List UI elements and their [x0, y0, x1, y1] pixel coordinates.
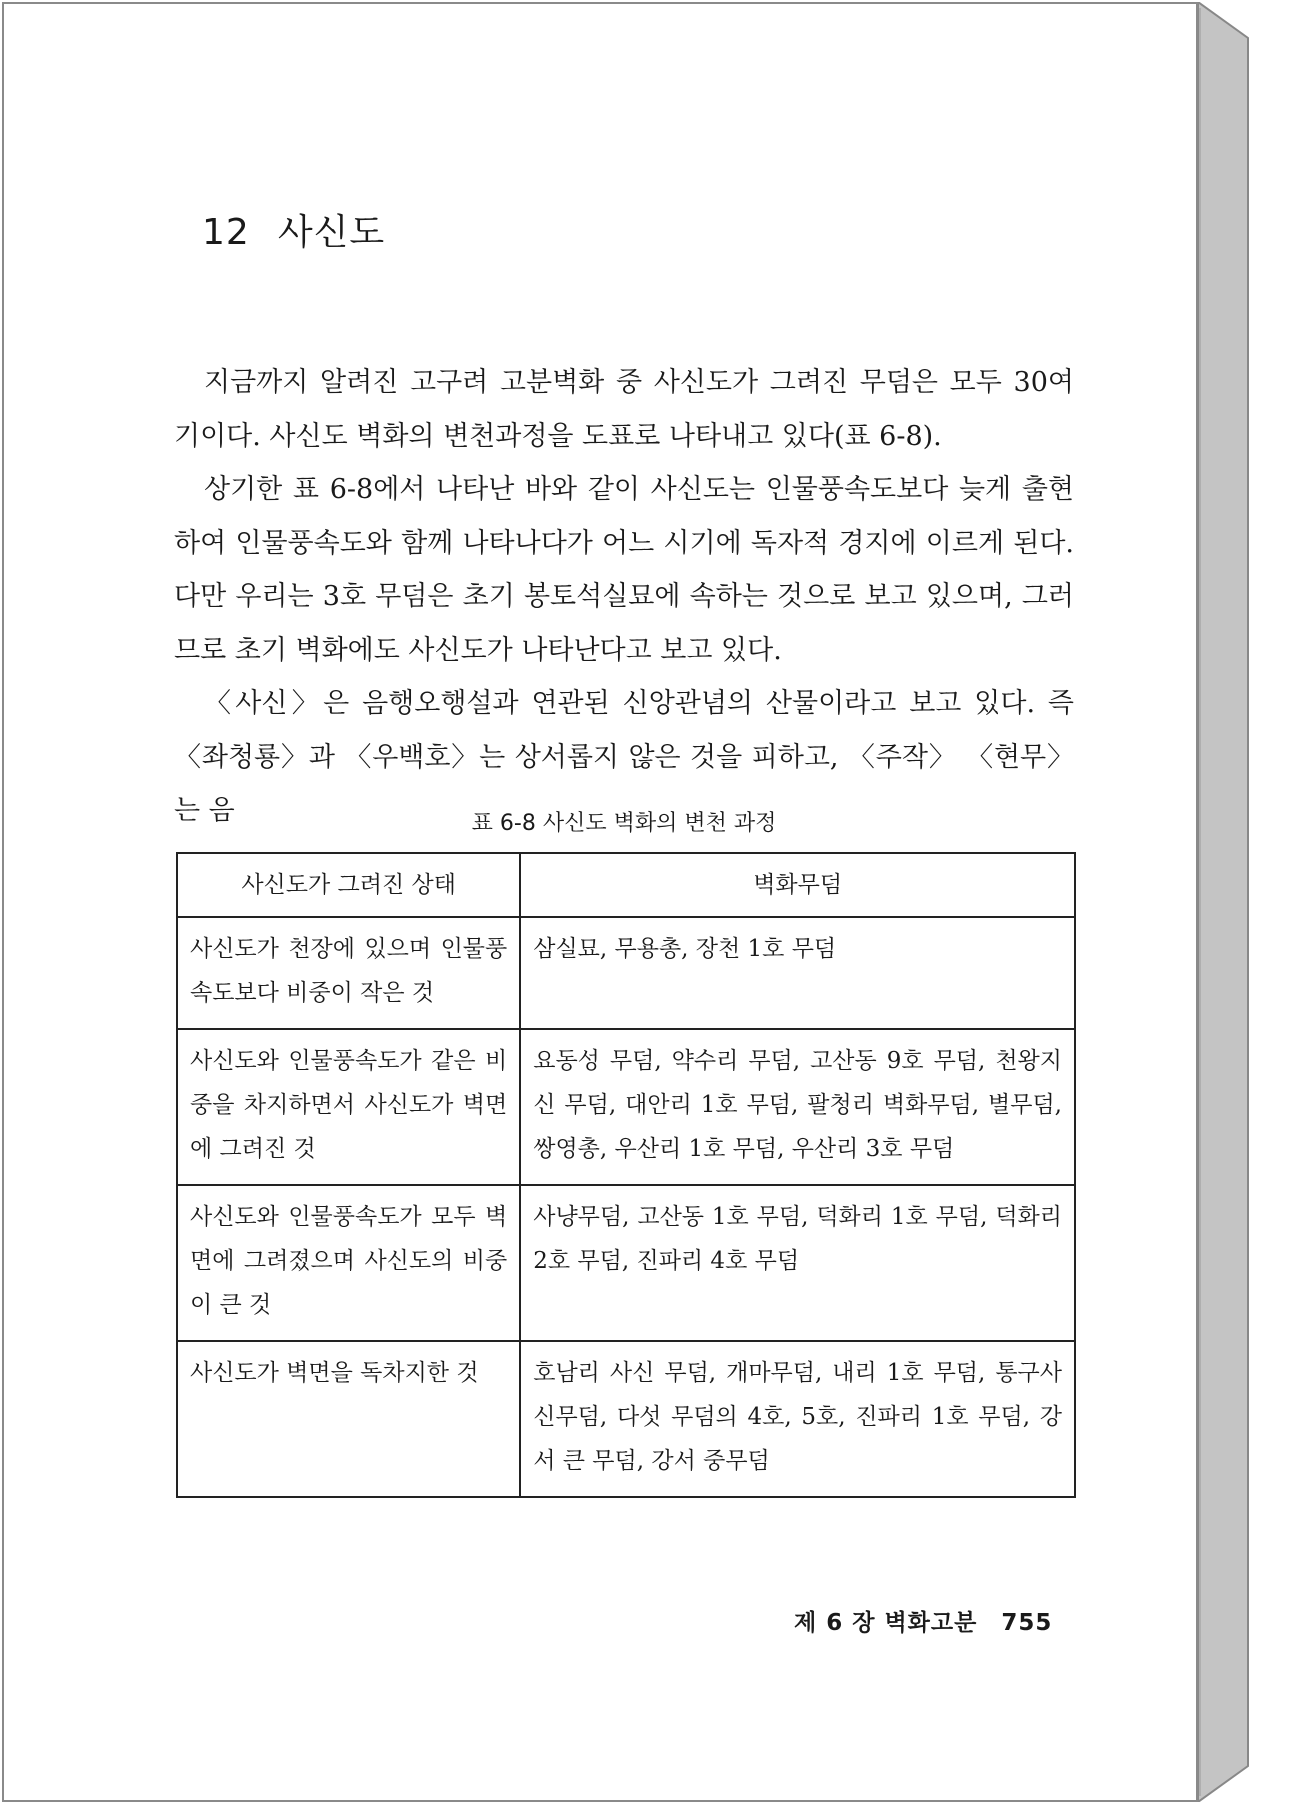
book-spine-edge [1198, 2, 1250, 1802]
column-header-state: 사신도가 그려진 상태 [177, 853, 520, 917]
book-edge-shape [1198, 2, 1250, 1802]
paragraph: 〈사신〉은 음행오행설과 연관된 신앙관념의 산물이라고 보고 있다. 즉 〈좌청룡〉과 〈우백호〉는 상서롭지 않은 것을 피하고, 〈주작〉 〈현무〉는 음 [174, 688, 1074, 826]
tombs-cell: 삼실묘, 무용총, 장천 1호 무덤 [520, 917, 1075, 1029]
state-cell: 사신도가 천장에 있으며 인물풍속도보다 비중이 작은 것 [177, 917, 520, 1029]
state-cell: 사신도와 인물풍속도가 같은 비중을 차지하면서 사신도가 벽면에 그려진 것 [177, 1029, 520, 1185]
section-title: 사신도 [277, 212, 386, 253]
state-cell: 사신도와 인물풍속도가 모두 벽면에 그려졌으며 사신도의 비중이 큰 것 [177, 1185, 520, 1341]
book-page [2, 2, 1198, 1802]
state-cell: 사신도가 벽면을 독차지한 것 [177, 1341, 520, 1497]
table-header-row [177, 853, 1075, 917]
paragraph: 상기한 표 6-8에서 나타난 바와 같이 사신도는 인물풍속도보다 늦게 출현하여 인물풍속도와 함께 나타나다가 어느 시기에 독자적 경지에 이르게 된다. 다만 우리는 3호 무덤은 초기 봉토석실묘에 속하는 것으로 보고 있으며, 그러므로 초기 벽화에도 사신도가 나타난다고 보고 있다. [174, 474, 1074, 666]
column-header-tombs: 벽화무덤 [520, 853, 1075, 917]
table-caption: 표 6-8 사신도 벽화의 변천 과정 [471, 811, 777, 836]
section-heading [202, 204, 385, 255]
paragraph: 지금까지 알려진 고구려 고분벽화 중 사신도가 그려진 무덤은 모두 30여 기이다. 사신도 벽화의 변천과정을 도표로 나타내고 있다(표 6-8). [174, 367, 1074, 452]
table-row [177, 1341, 1075, 1497]
table-row [177, 1029, 1075, 1185]
mural-transition-table [176, 852, 1076, 1498]
body-text [174, 356, 1074, 838]
table-row [177, 1185, 1075, 1341]
chapter-label: 제 6 장 벽화고분 [794, 1610, 978, 1636]
table-row [177, 917, 1075, 1029]
tombs-cell: 호남리 사신 무덤, 개마무덤, 내리 1호 무덤, 통구사신무덤, 다섯 무덤의 4호, 5호, 진파리 1호 무덤, 강서 큰 무덤, 강서 중무덤 [520, 1341, 1075, 1497]
tombs-cell: 사냥무덤, 고산동 1호 무덤, 덕화리 1호 무덤, 덕화리 2호 무덤, 진파리 4호 무덤 [520, 1185, 1075, 1341]
section-number: 12 [202, 212, 250, 253]
page-number: 755 [1001, 1610, 1053, 1636]
page-footer [794, 1604, 1052, 1637]
tombs-cell: 요동성 무덤, 약수리 무덤, 고산동 9호 무덤, 천왕지신 무덤, 대안리 1호 무덤, 팔청리 벽화무덤, 별무덤, 쌍영총, 우산리 1호 무덤, 우산리 3호 무덤 [520, 1029, 1075, 1185]
